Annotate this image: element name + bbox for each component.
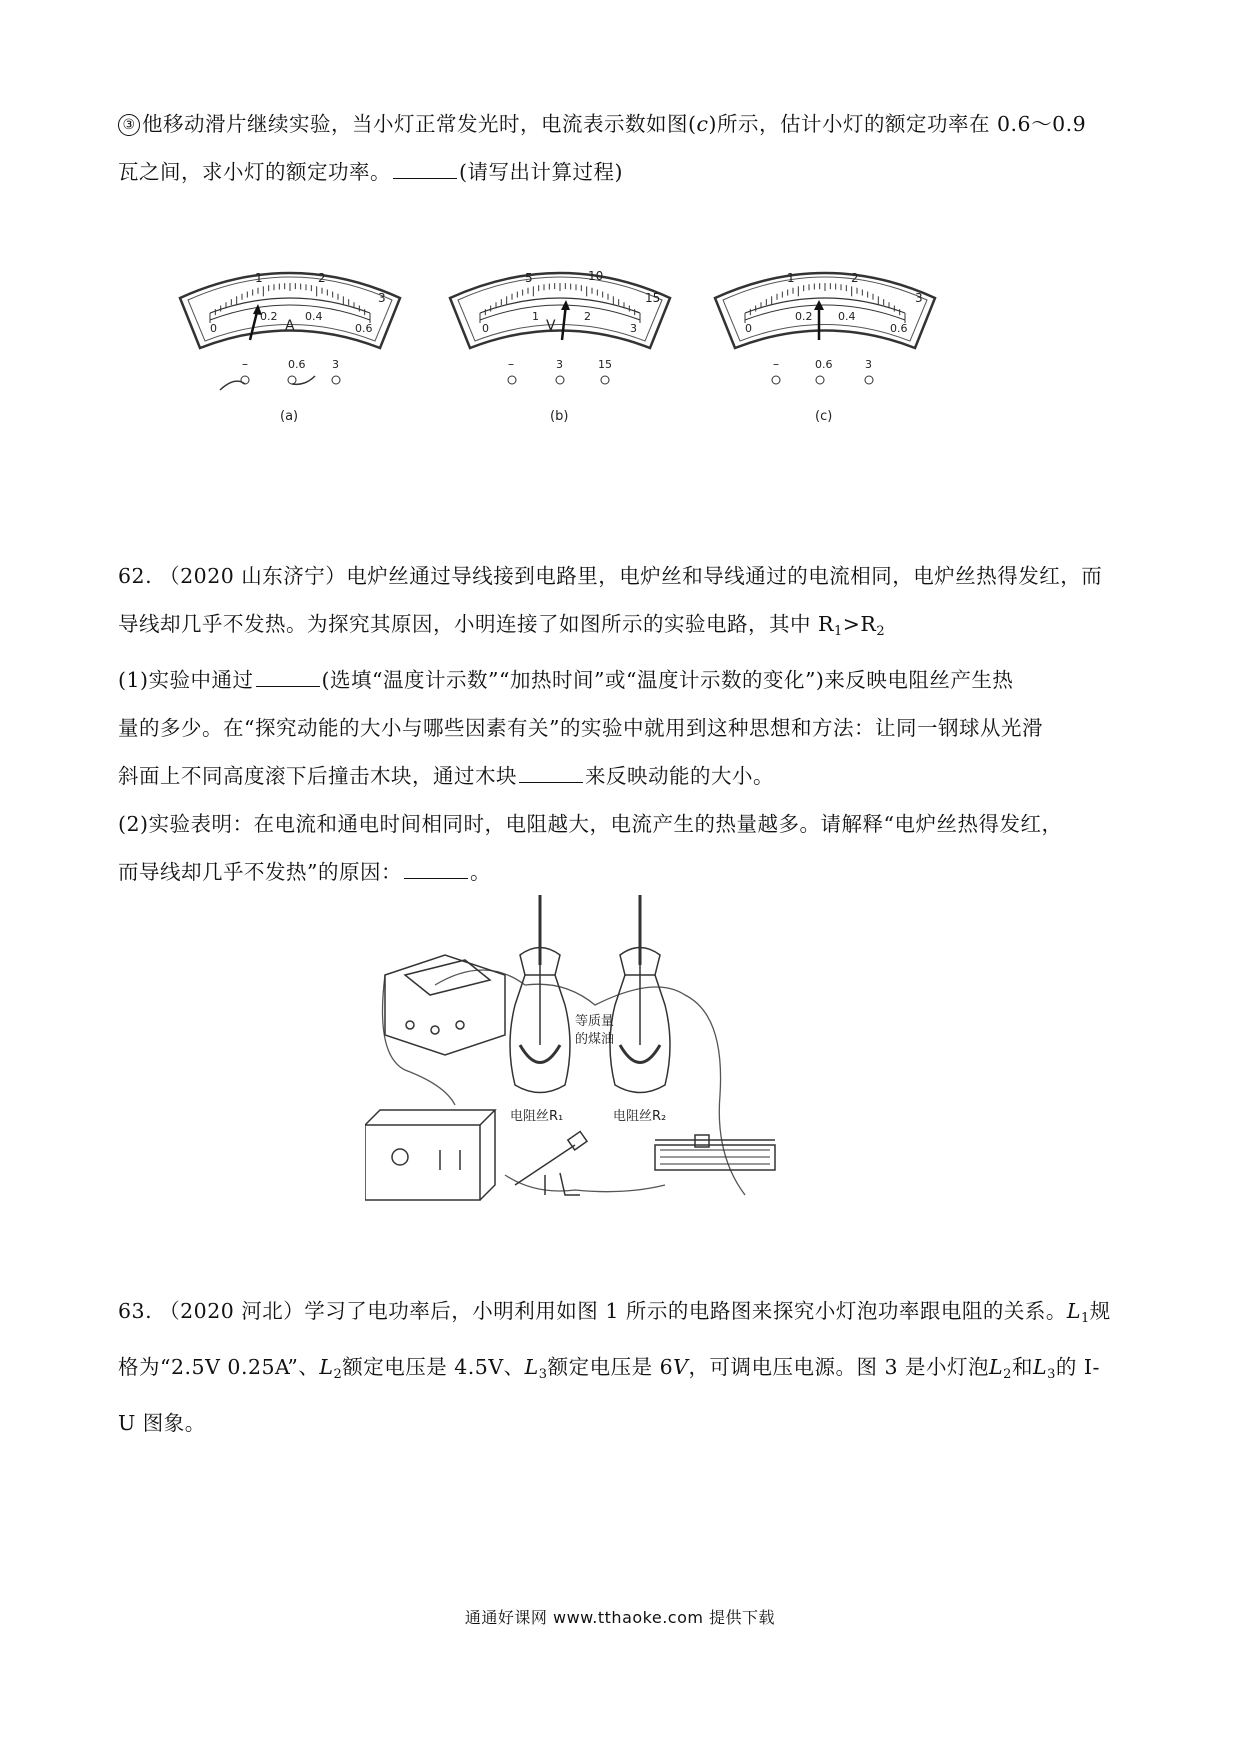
- meter-a-terminal-neg: –: [242, 357, 248, 371]
- label-equal-mass: 等质量: [575, 1014, 615, 1029]
- meter-c-caption: (c): [815, 409, 833, 424]
- rheostat: [655, 1135, 775, 1170]
- meter-a-top-label-1: 1: [255, 271, 263, 285]
- meter-c-bottom-label-0: 0: [745, 322, 752, 335]
- meter-a-bottom-label-3: 0.6: [355, 322, 373, 335]
- q63-line-3: U 图象。: [118, 1411, 206, 1435]
- meter-b-bottom-label-1: 1: [532, 310, 539, 323]
- meter-b-bottom-label-3: 3: [630, 322, 637, 335]
- meter-c-top-label-1: 1: [787, 271, 795, 285]
- meter-c-bottom-label-2: 0.4: [838, 310, 856, 323]
- meter-a-right-label: 3: [378, 291, 386, 305]
- meter-c-terminal-3: 3: [865, 358, 872, 371]
- q63-line-1: 63. （2020 河北）学习了电功率后，小明利用如图 1 所示的电路图来探究小灯泡功率跟电阻的关系。$L_1$规: [118, 1299, 1111, 1326]
- q63-text: [118, 1287, 1128, 1447]
- voltmeter-b: [450, 269, 670, 424]
- meter-c-terminal-06: 0.6: [815, 358, 833, 371]
- answer-blank[interactable]: [256, 668, 320, 687]
- meter-c-right-label: 3: [915, 291, 923, 305]
- meter-c-terminal-neg: –: [773, 357, 779, 371]
- power-supply: [365, 1110, 495, 1200]
- meter-a-bottom-label-2: 0.4: [305, 310, 323, 323]
- meter-b-top-label-3: 15: [645, 291, 661, 305]
- answer-blank[interactable]: [393, 160, 457, 179]
- q62-part2-line-2: 而导线却几乎不发热”的原因： 。: [118, 860, 491, 884]
- meter-b-terminal-neg: –: [508, 357, 514, 371]
- meter-a-caption: (a): [280, 409, 299, 424]
- page-footer: 通通好课网 www.tthaoke.com 提供下载: [464, 1608, 776, 1627]
- circled-number-marker: ③: [118, 114, 140, 136]
- meter-b-top-label-2: 10: [588, 269, 604, 283]
- meter-b-top-label-1: 5: [525, 271, 533, 285]
- experiment-apparatus-figure: [365, 895, 815, 1215]
- meter-b-unit: V: [546, 318, 556, 334]
- q62-part2-line-1: (2)实验表明：在电流和通电时间相同时，电阻越大，电流产生的热量越多。请解释“电炉丝热得发红，: [118, 812, 1063, 836]
- q62-part1-line-1: (1)实验中通过 (选填“温度计示数”“加热时间”或“温度计示数的变化”)来反映电阻丝产生热: [118, 668, 1014, 692]
- meter-c-bottom-label-3: 0.6: [890, 322, 908, 335]
- meter-c-bottom-label-1: 0.2: [795, 310, 813, 323]
- answer-blank[interactable]: [404, 860, 468, 879]
- apparatus-svg: [365, 895, 815, 1215]
- meter-a-bottom-label-0: 0: [210, 322, 217, 335]
- q61-text: [118, 100, 1128, 196]
- meters-svg: [170, 258, 950, 428]
- flask-r2: [610, 895, 670, 1093]
- meter-a-bottom-label-1: 0.2: [260, 310, 278, 323]
- meter-a-terminal-06: 0.6: [288, 358, 306, 371]
- meter-a-top-label-2: 2: [318, 271, 326, 285]
- q61-line-2: 瓦之间，求小灯的额定功率。 (请写出计算过程): [118, 160, 623, 184]
- meter-a-terminal-3: 3: [332, 358, 339, 371]
- meter-b-terminal-3: 3: [556, 358, 563, 371]
- q62-text: [118, 552, 1128, 896]
- q61-line-1: ③ 他移动滑片继续实验，当小灯正常发光时，电流表示数如图(c)所示，估计小灯的额定功率在 0.6～0.9: [118, 100, 1128, 148]
- ammeter-c: [715, 271, 935, 424]
- ammeter-a: [180, 271, 400, 424]
- label-wire-r1: 电阻丝R₁: [510, 1109, 564, 1124]
- label-kerosene: 的煤油: [575, 1032, 615, 1047]
- meter-c-top-label-2: 2: [851, 271, 859, 285]
- label-wire-r2: 电阻丝R₂: [613, 1109, 667, 1124]
- q62-part1-line-2: 量的多少。在“探究动能的大小与哪些因素有关”的实验中就用到这种思想和方法：让同一钢球从光滑: [118, 716, 1043, 740]
- q63-line-2: 格为“2.5V 0.25A”、$L_2$额定电压是 4.5V、$L_3$额定电压是 6V，可调电压电源。图 3 是小灯泡$L_2$和$L_3$的 I-: [118, 1355, 1100, 1382]
- meter-a-unit: A: [285, 318, 295, 334]
- meter-b-terminal-15: 15: [598, 358, 612, 371]
- flask-r1: [510, 895, 570, 1093]
- q62-part1-line-3: 斜面上不同高度滚下后撞击木块，通过木块 来反映动能的大小。: [118, 764, 774, 788]
- meter-b-bottom-label-0: 0: [482, 322, 489, 335]
- meter-b-bottom-label-2: 2: [584, 310, 591, 323]
- q62-line-2: 导线却几乎不发热。为探究其原因，小明连接了如图所示的实验电路，其中 $R_1>R_2$: [118, 612, 886, 639]
- answer-blank[interactable]: [519, 764, 583, 783]
- q62-line-1: 62. （2020 山东济宁）电炉丝通过导线接到电路里，电炉丝和导线通过的电流相同，电炉丝热得发红，而: [118, 564, 1103, 588]
- meter-b-caption: (b): [550, 409, 569, 424]
- meter-figures: [170, 258, 950, 428]
